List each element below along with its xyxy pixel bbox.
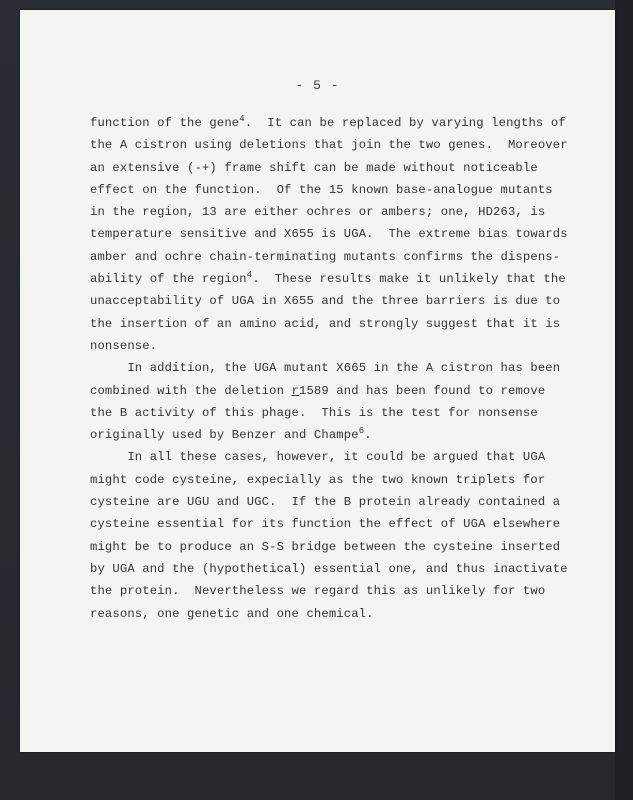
text-run: reasons, one genetic and one chemical. — [90, 606, 374, 621]
text-run: . — [364, 428, 372, 443]
text-run: effect on the function. Of the 15 known base-analogue mutants — [90, 182, 553, 197]
text-run: the insertion of an amino acid, and strongly suggest that it is — [90, 316, 561, 331]
paragraph — [90, 112, 580, 357]
text-line — [90, 513, 580, 535]
text-run: the protein. Nevertheless we regard this as unlikely for two — [90, 584, 546, 599]
text-line — [90, 335, 580, 357]
text-run: 1589 and has been found to remove — [299, 383, 546, 398]
text-line — [90, 201, 580, 223]
text-run: . These results make it unlikely that the — [252, 272, 566, 287]
text-line — [90, 179, 580, 201]
text-run: function of the gene — [90, 116, 240, 130]
text-line — [90, 313, 580, 335]
text-run: unacceptability of UGA in X655 and the three barriers is due to — [90, 294, 561, 309]
text-run: by UGA and the (hypothetical) essential one, and thus inactivate — [90, 561, 568, 576]
text-run: amber and ochre chain-terminating mutants confirms the dispens- — [90, 249, 561, 264]
text-run: cysteine are UGU and UGC. If the B protein already contained a — [90, 495, 561, 510]
text-line — [90, 134, 580, 156]
document-page — [20, 10, 615, 752]
text-run: an extensive (-+) frame shift can be made without noticeable — [90, 160, 538, 175]
text-run: originally used by Benzer and Champe — [90, 428, 359, 443]
text-line — [90, 112, 580, 134]
page-number: - 5 - — [295, 78, 340, 93]
footnote-ref: 4 — [239, 114, 245, 124]
text-run: ability of the region — [90, 272, 247, 287]
paragraph — [90, 357, 580, 446]
text-line — [90, 246, 580, 268]
text-line — [90, 603, 580, 625]
text-run: might code cysteine, expecially as the two known triplets for — [90, 472, 546, 487]
text-run: in the region, 13 are either ochres or ambers; one, HD263, is — [90, 205, 546, 220]
paragraph — [90, 446, 580, 624]
footnote-ref: 4 — [246, 270, 253, 281]
text-run: temperature sensitive and X655 is UGA. The extreme bias towards — [90, 227, 568, 242]
text-line — [90, 424, 580, 446]
text-run: the B activity of this phage. This is the test for nonsense — [90, 405, 538, 420]
text-line — [90, 536, 580, 558]
text-line — [90, 580, 580, 602]
text-line — [90, 469, 580, 491]
text-line — [90, 357, 580, 379]
text-line — [90, 290, 580, 312]
text-run: . It can be replaced by varying lengths of — [244, 116, 566, 130]
text-run: In all these cases, however, it could be argued that UGA — [90, 450, 546, 465]
document-body — [90, 112, 580, 625]
text-line — [90, 268, 580, 290]
text-run: the A cistron using deletions that join the two genes. Moreover — [90, 138, 568, 153]
text-line — [90, 402, 580, 424]
text-run: In addition, the UGA mutant X665 in the A cistron has been — [90, 361, 561, 376]
text-line — [90, 157, 580, 179]
text-line — [90, 491, 580, 513]
text-run: might be to produce an S-S bridge between the cysteine inserted — [90, 539, 561, 554]
text-run: nonsense. — [90, 338, 158, 353]
text-line — [90, 380, 580, 402]
text-run: combined with the deletion — [90, 383, 292, 398]
scan-edge — [615, 0, 633, 800]
underlined-text: r — [291, 383, 299, 398]
text-line — [90, 446, 580, 468]
text-line — [90, 558, 580, 580]
text-run: cysteine essential for its function the effect of UGA elsewhere — [90, 517, 561, 532]
text-line — [90, 223, 580, 245]
footnote-ref: 6 — [358, 426, 365, 437]
